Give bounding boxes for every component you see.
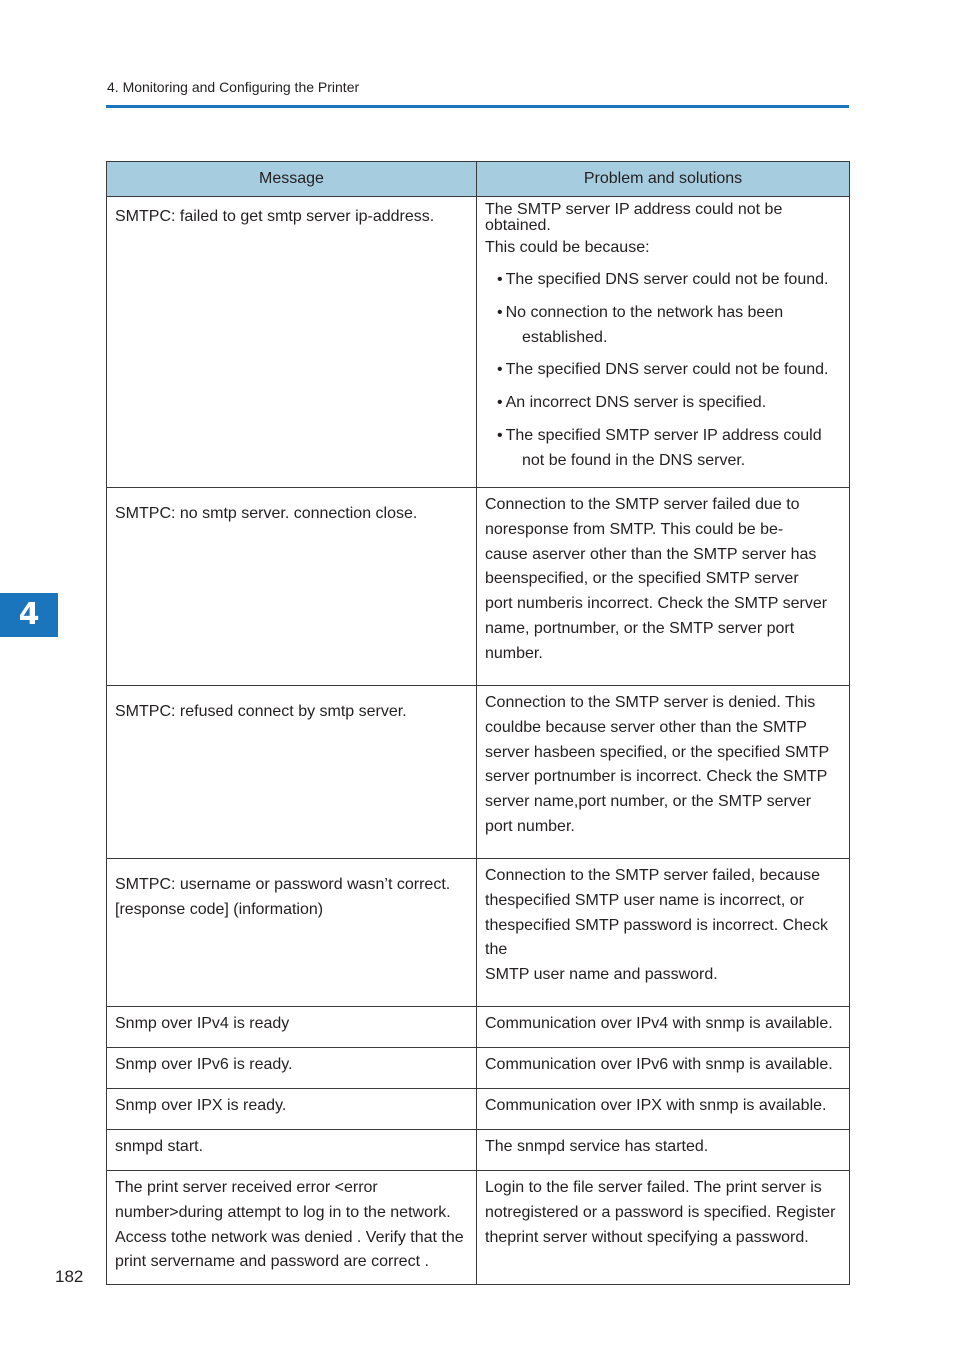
table-row <box>107 1007 850 1048</box>
message-line: The print server received error <error <box>115 1179 378 1196</box>
list-item-continuation: not be found in the DNS server. <box>522 451 746 469</box>
solution-line: Connection to the SMTP server failed due to <box>485 496 800 513</box>
message-cell <box>107 488 477 686</box>
message-cell <box>107 1007 477 1048</box>
column-header-solutions: Problem and solutions <box>477 162 850 197</box>
message-line: SMTPC: username or password wasn’t correct. <box>115 876 451 893</box>
solution-cell <box>477 686 850 859</box>
solution-line: The snmpd service has started. <box>485 1138 709 1155</box>
solution-line: beenspecified, or the specified SMTP server <box>485 570 799 588</box>
page-number: 182 <box>55 1267 84 1286</box>
solution-line: Login to the file server failed. The print server is <box>485 1179 822 1196</box>
table-row <box>107 859 850 1007</box>
list-item <box>485 301 847 351</box>
bullet-icon: • <box>497 303 503 321</box>
solution-line: SMTP user name and password. <box>485 966 718 984</box>
message-cell <box>107 1048 477 1089</box>
solution-line: server portnumber is incorrect. Check the SMTP <box>485 768 828 786</box>
solution-line: server hasbeen specified, or the specified SMTP <box>485 743 830 761</box>
message-cell <box>107 1171 477 1285</box>
solution-line: Connection to the SMTP server failed, because <box>485 867 820 884</box>
message-cell <box>107 197 477 488</box>
solution-line: obtained. <box>485 217 551 234</box>
solution-line: thespecified SMTP password is incorrect. Check <box>485 916 828 934</box>
solution-line: cause aserver other than the SMTP server has <box>485 545 817 563</box>
bullet-icon: • <box>497 426 503 444</box>
solution-cell <box>477 859 850 1007</box>
bullet-icon: • <box>497 394 503 412</box>
solution-line: number. <box>485 644 543 662</box>
solution-line: Communication over IPX with snmp is available. <box>485 1097 827 1114</box>
list-item <box>485 358 847 383</box>
solution-line: This could be because: <box>485 239 650 256</box>
solution-line: theprint server without specifying a password. <box>485 1228 809 1246</box>
bullet-icon: • <box>497 271 503 288</box>
table-header-row <box>107 162 850 197</box>
message-line: print servername and password are correct . <box>115 1253 429 1271</box>
list-item-text: The specified SMTP server IP address could <box>505 426 822 444</box>
table-row <box>107 197 850 488</box>
message-cell <box>107 859 477 1007</box>
table-row <box>107 1171 850 1285</box>
list-item <box>485 424 847 474</box>
message-cell <box>107 1089 477 1130</box>
solution-line: notregistered or a password is specified. Register <box>485 1203 836 1221</box>
list-item-continuation: established. <box>522 328 608 346</box>
message-line: Snmp over IPv4 is ready <box>115 1015 290 1032</box>
solution-line: Connection to the SMTP server is denied. This <box>485 694 816 711</box>
message-line: [response code] (information) <box>115 900 324 918</box>
solution-line: noresponse from SMTP. This could be be- <box>485 520 784 538</box>
solution-cell <box>477 197 850 488</box>
solution-line: Communication over IPv6 with snmp is available. <box>485 1056 833 1073</box>
list-item-text: The specified DNS server could not be found. <box>505 271 829 288</box>
solution-line: port numberis incorrect. Check the SMTP server <box>485 595 828 613</box>
chapter-tab[interactable]: 4 <box>0 593 58 637</box>
message-line: Snmp over IPv6 is ready. <box>115 1056 293 1073</box>
message-table <box>106 161 850 1285</box>
solution-line: couldbe because server other than the SMTP <box>485 718 807 736</box>
message-line: Access tothe network was denied . Verify that the <box>115 1228 464 1246</box>
solution-line: name, portnumber, or the SMTP server port <box>485 619 795 637</box>
solution-line: port number. <box>485 817 575 835</box>
solution-line: server name,port number, or the SMTP server <box>485 793 812 811</box>
message-cell <box>107 1130 477 1171</box>
solution-cell <box>477 1130 850 1171</box>
running-header: 4. Monitoring and Configuring the Printer <box>107 79 360 95</box>
list-item <box>485 391 847 416</box>
solution-cell <box>477 1089 850 1130</box>
cause-list <box>485 268 847 474</box>
solution-cell <box>477 1007 850 1048</box>
table-row <box>107 686 850 859</box>
message-line: number>during attempt to log in to the network. <box>115 1203 451 1221</box>
header-rule <box>106 105 849 108</box>
table-row <box>107 1048 850 1089</box>
table-row <box>107 1130 850 1171</box>
solution-cell <box>477 1048 850 1089</box>
solution-line: the <box>485 941 508 959</box>
list-item-text: The specified DNS server could not be found. <box>505 361 829 379</box>
bullet-icon: • <box>497 361 503 379</box>
solution-cell <box>477 1171 850 1285</box>
list-item <box>485 268 847 293</box>
table-row <box>107 488 850 686</box>
message-cell <box>107 686 477 859</box>
solution-line: thespecified SMTP user name is incorrect, or <box>485 891 804 909</box>
list-item-text: An incorrect DNS server is specified. <box>505 394 767 412</box>
solution-line: Communication over IPv4 with snmp is available. <box>485 1015 833 1032</box>
solution-line: The SMTP server IP address could not be <box>485 201 783 218</box>
column-header-message: Message <box>107 162 477 197</box>
message-line: Snmp over IPX is ready. <box>115 1097 287 1114</box>
solution-cell <box>477 488 850 686</box>
message-line: SMTPC: failed to get smtp server ip-address. <box>115 208 435 225</box>
table-row <box>107 1089 850 1130</box>
message-line: SMTPC: refused connect by smtp server. <box>115 703 407 720</box>
message-line: SMTPC: no smtp server. connection close. <box>115 505 418 522</box>
list-item-text: No connection to the network has been <box>505 303 784 321</box>
message-line: snmpd start. <box>115 1138 204 1155</box>
